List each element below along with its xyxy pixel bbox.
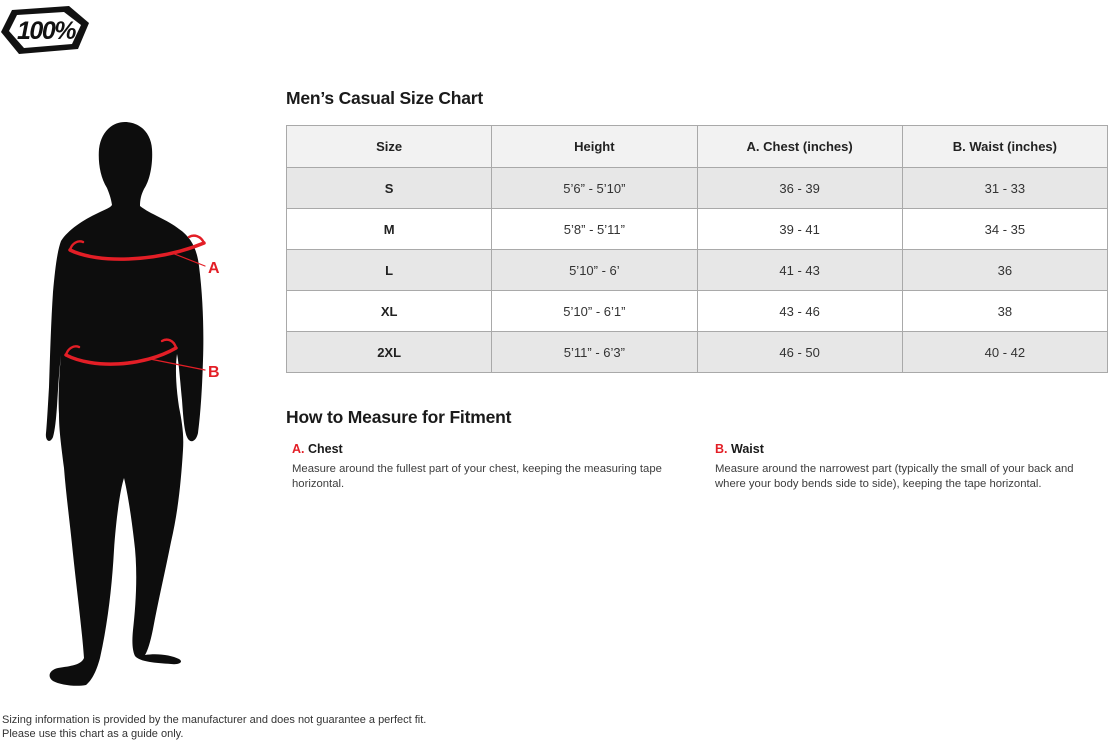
disclaimer-line-1: Sizing information is provided by the manufacturer and does not guarantee a perfect fit. <box>2 714 427 726</box>
chest-cell: 43 - 46 <box>697 291 902 332</box>
table-header-row <box>287 126 1108 168</box>
measure-item-chest <box>286 442 715 491</box>
measure-section-title: How to Measure for Fitment <box>286 407 512 427</box>
measure-description-chest: Measure around the fullest part of your chest, keeping the measuring tape horizontal. <box>292 463 662 490</box>
height-cell: 5’10” - 6’1” <box>492 291 697 332</box>
waist-label-b: B <box>208 364 220 381</box>
column-header-size: Size <box>287 126 492 168</box>
size-cell: L <box>287 250 492 291</box>
disclaimer-line-2: Please use this chart as a guide only. <box>2 728 184 740</box>
measure-letter-a: A. <box>292 442 305 456</box>
waist-cell: 31 - 33 <box>902 168 1107 209</box>
size-cell: M <box>287 209 492 250</box>
main-content <box>286 88 1108 491</box>
male-silhouette-figure <box>28 92 228 692</box>
brand-logo <box>0 3 90 57</box>
body-silhouette-path <box>46 122 203 686</box>
table-row-m <box>287 209 1108 250</box>
measure-item-waist-heading <box>715 442 1108 457</box>
chest-cell: 41 - 43 <box>697 250 902 291</box>
disclaimer <box>2 713 426 741</box>
male-silhouette-icon <box>28 92 228 692</box>
chest-cell: 46 - 50 <box>697 332 902 373</box>
column-header-chest: A. Chest (inches) <box>697 126 902 168</box>
table-row-xl <box>287 291 1108 332</box>
waist-cell: 34 - 35 <box>902 209 1107 250</box>
height-cell: 5’10” - 6’ <box>492 250 697 291</box>
height-cell: 5’11” - 6’3” <box>492 332 697 373</box>
measure-name-waist: Waist <box>730 442 764 456</box>
waist-cell: 38 <box>902 291 1107 332</box>
size-cell: XL <box>287 291 492 332</box>
height-cell: 5’6” - 5’10” <box>492 168 697 209</box>
table-row-2xl <box>287 332 1108 373</box>
table-row-l <box>287 250 1108 291</box>
waist-cell: 40 - 42 <box>902 332 1107 373</box>
column-header-height: Height <box>492 126 697 168</box>
measure-name-chest: Chest <box>307 442 343 456</box>
measure-items <box>286 442 1108 491</box>
column-header-waist: B. Waist (inches) <box>902 126 1107 168</box>
page-title: Men’s Casual Size Chart <box>286 88 484 108</box>
size-cell: S <box>287 168 492 209</box>
measure-letter-b: B. <box>715 442 728 456</box>
chest-cell: 39 - 41 <box>697 209 902 250</box>
chest-label-a: A <box>208 260 220 277</box>
logo-text: 100% <box>17 17 75 45</box>
height-cell: 5’8” - 5’11” <box>492 209 697 250</box>
table-row-s <box>287 168 1108 209</box>
size-chart-table <box>286 125 1108 373</box>
brand-logo-icon <box>0 3 90 57</box>
waist-cell: 36 <box>902 250 1107 291</box>
size-cell: 2XL <box>287 332 492 373</box>
chest-cell: 36 - 39 <box>697 168 902 209</box>
measure-item-chest-heading <box>292 442 715 457</box>
measure-item-waist <box>715 442 1108 491</box>
measure-description-waist: Measure around the narrowest part (typically the small of your back and where your body bends side to side), keeping the tape horizontal. <box>715 463 1074 490</box>
